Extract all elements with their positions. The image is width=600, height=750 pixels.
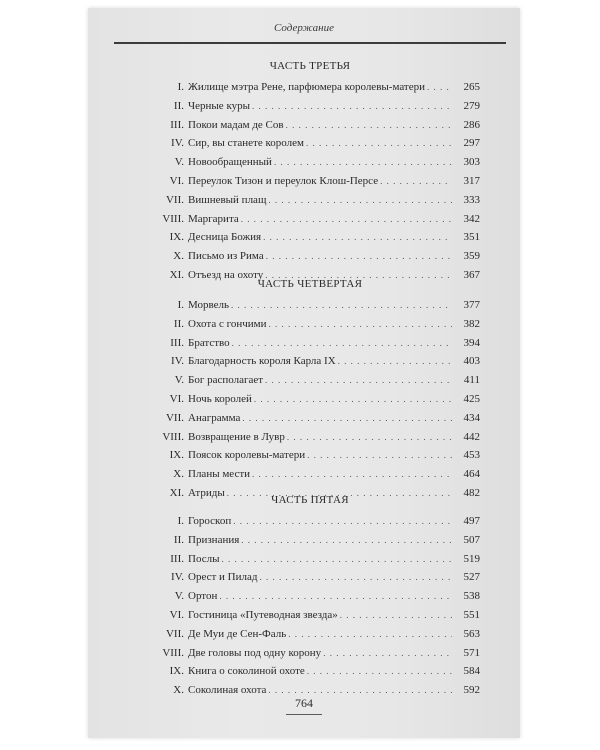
dot-leader	[263, 228, 452, 247]
chapter-number: X.	[173, 468, 184, 481]
chapter-page-number: 592	[463, 684, 480, 697]
chapter-title: Переулок Тизон и переулок Клош-Персе	[188, 174, 379, 187]
chapter-page-number: 382	[463, 317, 480, 330]
chapter-page-number: 434	[463, 411, 480, 424]
toc-entry	[140, 409, 480, 428]
chapter-page-number: 359	[463, 250, 480, 263]
page-number: 764	[295, 696, 313, 710]
dot-leader	[323, 644, 452, 663]
chapter-page-number: 333	[463, 193, 480, 206]
toc-entry	[140, 78, 480, 97]
toc-entry	[140, 662, 480, 681]
chapter-number: VII.	[165, 193, 184, 206]
dot-leader	[219, 587, 452, 606]
chapter-page-number: 482	[463, 486, 480, 499]
dot-leader	[307, 446, 452, 465]
part-four-section	[140, 276, 480, 503]
chapter-number: III.	[170, 336, 184, 349]
dot-leader	[287, 428, 452, 447]
dot-leader	[231, 296, 452, 315]
toc-entry	[140, 644, 480, 663]
chapter-number: II.	[173, 317, 184, 330]
chapter-title: Отъезд на охоту	[188, 268, 264, 281]
chapter-page-number: 394	[463, 336, 480, 349]
toc-entry-list	[140, 512, 480, 700]
chapter-number: II.	[173, 99, 184, 112]
chapter-page-number: 303	[463, 156, 480, 169]
chapter-page-number: 403	[463, 355, 480, 368]
chapter-page-number: 584	[463, 665, 480, 678]
dot-leader	[252, 465, 452, 484]
chapter-title: Ночь королей	[188, 392, 252, 405]
chapter-page-number: 351	[463, 231, 480, 244]
toc-entry	[140, 172, 480, 191]
chapter-title: Ортон	[188, 590, 218, 603]
toc-entry	[140, 153, 480, 172]
chapter-number: VIII.	[162, 646, 184, 659]
dot-leader	[288, 625, 452, 644]
chapter-title: Жилище мэтра Рене, парфюмера королевы-матери	[188, 81, 425, 93]
chapter-page-number: 377	[463, 299, 480, 311]
chapter-title: Послы	[188, 552, 220, 565]
page-number-rule	[286, 714, 322, 715]
chapter-title: Сир, вы станете королем	[188, 137, 304, 150]
chapter-page-number: 297	[463, 137, 480, 150]
chapter-title: Гороскоп	[188, 515, 232, 527]
part-three-section	[140, 58, 480, 285]
toc-entry	[140, 428, 480, 447]
toc-entry	[140, 625, 480, 644]
chapter-title: Возвращение в Лувр	[188, 430, 285, 443]
toc-entry	[140, 97, 480, 116]
toc-entry-list	[140, 78, 480, 285]
dot-leader	[252, 97, 452, 116]
chapter-number: X.	[173, 250, 184, 263]
chapter-page-number: 497	[463, 515, 480, 527]
chapter-title: Атриды	[188, 486, 225, 499]
chapter-number: X.	[173, 684, 184, 697]
part-title: ЧАСТЬ ПЯТАЯ	[271, 494, 349, 506]
chapter-page-number: 538	[463, 590, 480, 603]
chapter-title: Анаграмма	[188, 411, 241, 424]
dot-leader	[254, 390, 452, 409]
chapter-page-number: 563	[463, 627, 480, 640]
toc-entry	[140, 568, 480, 587]
chapter-number: V.	[174, 590, 184, 603]
toc-entry	[140, 191, 480, 210]
chapter-title: Новообращенный	[188, 156, 272, 169]
part-five-section	[140, 492, 480, 700]
toc-entry	[140, 334, 480, 353]
toc-entry	[140, 134, 480, 153]
chapter-page-number: 527	[463, 571, 480, 584]
chapter-title: Письмо из Рима	[188, 250, 264, 263]
chapter-title: Книга о соколиной охоте	[188, 665, 305, 678]
chapter-title: Орест и Пилад	[188, 571, 258, 584]
chapter-title: Две головы под одну корону	[188, 646, 322, 659]
toc-entry	[140, 116, 480, 135]
chapter-number: IV.	[171, 137, 184, 150]
header-rule	[114, 42, 506, 44]
toc-entry	[140, 296, 480, 315]
dot-leader	[380, 172, 452, 191]
chapter-number: VII.	[165, 627, 184, 640]
dot-leader	[241, 531, 452, 550]
chapter-number: VI.	[169, 392, 184, 405]
chapter-title: Братство	[188, 336, 230, 349]
chapter-page-number: 453	[463, 449, 480, 462]
chapter-number: IV.	[171, 571, 184, 584]
toc-entry	[140, 247, 480, 266]
chapter-page-number: 425	[463, 392, 480, 405]
toc-entry	[140, 550, 480, 569]
chapter-number: IV.	[171, 355, 184, 368]
chapter-number: VII.	[165, 411, 184, 424]
chapter-number: I.	[177, 81, 184, 93]
chapter-page-number: 442	[463, 430, 480, 443]
toc-entry	[140, 587, 480, 606]
toc-entry	[140, 531, 480, 550]
chapter-page-number: 317	[463, 174, 480, 187]
chapter-number: III.	[170, 552, 184, 565]
dot-leader	[268, 191, 452, 210]
chapter-title: Маргарита	[188, 212, 239, 225]
book-page	[88, 8, 520, 738]
chapter-title: Де Муи де Сен-Фаль	[188, 627, 287, 640]
chapter-number: VI.	[169, 608, 184, 621]
chapter-title: Покои мадам де Сов	[188, 118, 284, 131]
part-title: ЧАСТЬ ТРЕТЬЯ	[269, 60, 351, 72]
toc-entry	[140, 371, 480, 390]
toc-entry	[140, 446, 480, 465]
chapter-number: XI.	[169, 486, 184, 499]
dot-leader	[266, 247, 452, 266]
dot-leader	[340, 606, 452, 625]
chapter-page-number: 411	[463, 374, 480, 387]
chapter-title: Охота с гончими	[188, 317, 267, 330]
chapter-page-number: 279	[463, 99, 480, 112]
chapter-page-number: 551	[463, 608, 480, 621]
chapter-title: Черные куры	[188, 99, 251, 112]
dot-leader	[221, 550, 452, 569]
dot-leader	[307, 662, 452, 681]
toc-entry	[140, 352, 480, 371]
dot-leader	[274, 153, 452, 172]
chapter-number: XI.	[169, 268, 184, 281]
chapter-page-number: 464	[463, 468, 480, 481]
chapter-number: I.	[177, 515, 184, 527]
chapter-title: Благодарность короля Карла IX	[188, 355, 336, 368]
dot-leader	[232, 334, 452, 353]
toc-entry	[140, 390, 480, 409]
dot-leader	[259, 568, 452, 587]
chapter-title: Признания	[188, 533, 240, 546]
chapter-number: IX.	[169, 231, 184, 244]
part-title: ЧАСТЬ ЧЕТВЕРТАЯ	[257, 278, 363, 290]
chapter-number: III.	[170, 118, 184, 131]
chapter-number: VI.	[169, 174, 184, 187]
dot-leader	[268, 315, 452, 334]
running-head: Содержание	[273, 22, 334, 34]
chapter-title: Морвель	[188, 299, 230, 311]
dot-leader	[306, 134, 452, 153]
chapter-number: VIII.	[162, 212, 184, 225]
chapter-page-number: 367	[463, 268, 480, 281]
chapter-title: Вишневый плащ	[188, 193, 267, 206]
dot-leader	[241, 210, 452, 229]
toc-entry	[140, 465, 480, 484]
chapter-number: IX.	[169, 449, 184, 462]
chapter-page-number: 265	[463, 81, 480, 93]
dot-leader	[233, 512, 452, 531]
chapter-page-number: 507	[463, 533, 480, 546]
chapter-title: Планы мести	[188, 468, 251, 481]
chapter-title: Соколиная охота	[188, 684, 267, 697]
dot-leader	[265, 371, 452, 390]
chapter-title: Поясок королевы-матери	[188, 449, 306, 462]
toc-entry	[140, 228, 480, 247]
chapter-page-number: 571	[463, 646, 480, 659]
chapter-title: Гостиница «Путеводная звезда»	[188, 608, 338, 621]
chapter-number: VIII.	[162, 430, 184, 443]
dot-leader	[242, 409, 452, 428]
dot-leader	[427, 78, 452, 97]
toc-entry	[140, 512, 480, 531]
chapter-page-number: 286	[463, 118, 480, 131]
toc-entry-list	[140, 296, 480, 503]
toc-entry	[140, 210, 480, 229]
chapter-number: V.	[174, 374, 184, 387]
chapter-title: Бог располагает	[188, 374, 264, 387]
dot-leader	[338, 352, 452, 371]
toc-entry	[140, 315, 480, 334]
chapter-number: IX.	[169, 665, 184, 678]
chapter-page-number: 342	[463, 212, 480, 225]
chapter-number: II.	[173, 533, 184, 546]
chapter-number: V.	[174, 156, 184, 169]
toc-entry	[140, 606, 480, 625]
chapter-title: Десница Божия	[188, 231, 262, 244]
chapter-page-number: 519	[463, 552, 480, 565]
dot-leader	[286, 116, 452, 135]
chapter-number: I.	[177, 299, 184, 311]
